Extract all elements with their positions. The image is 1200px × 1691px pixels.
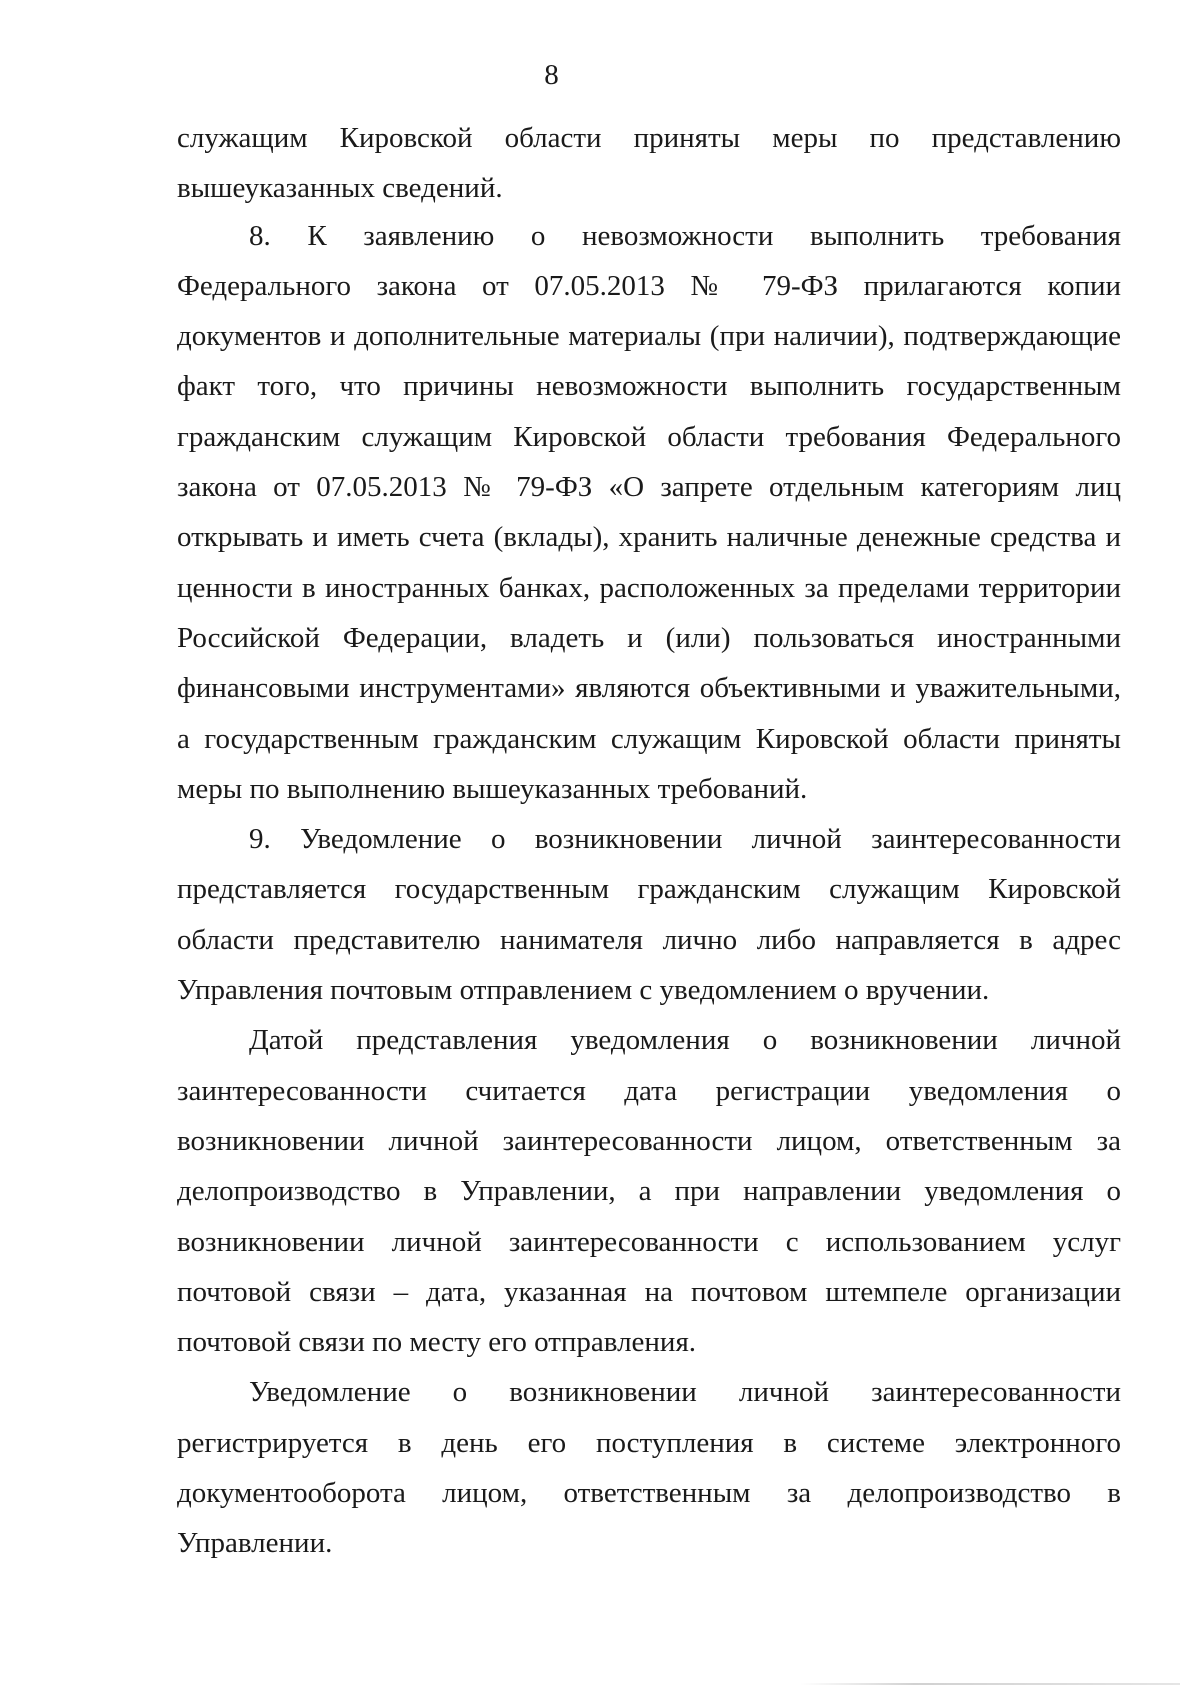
document-body <box>177 113 1121 1569</box>
paragraph-continuation: служащим Кировской области приняты меры по представлению вышеуказанных сведений. <box>177 122 1121 205</box>
scan-edge-artifact <box>800 1683 1180 1685</box>
paragraph-date-of-submission: Датой представления уведомления о возникновении личной заинтересованности считается дата регистрации уведомления о возникновении личной заинтересованности лицом, ответственным за делопроизводство в Управлении, а при направлении уведомления о возникновении личной заинтересованности с использованием услуг почтовой связи – дата, указанная на почтовом штемпеле организации почтовой связи по месту его отправления. <box>177 1024 1121 1359</box>
paragraph-item-9: 9. Уведомление о возникновении личной заинтересованности представляется государственным гражданским служащим Кировской области представителю нанимателя лично либо направляется в адрес Управления почтовым отправлением с уведомлением о вручении. <box>177 823 1121 1007</box>
paragraph-item-8: 8. К заявлению о невозможности выполнить требования Федерального закона от 07.05.2013 № 79-ФЗ прилагаются копии документов и дополнительные материалы (при наличии), подтверждающие факт того, что причины невозможности выполнить государственным гражданским служащим Кировской области требования Федерального закона от 07.05.2013 № 79-ФЗ «О запрете отдельным категориям лиц открывать и иметь счета (вклады), хранить наличные денежные средства и ценности в иностранных банках, расположенных за пределами территории Российской Федерации, владеть и (или) пользоваться иностранными финансовыми инструментами» являются объективными и уважительными, а государственным гражданским служащим Кировской области приняты меры по выполнению вышеуказанных требований. <box>177 219 1121 805</box>
page-number: 8 <box>544 59 559 91</box>
paragraph-registration: Уведомление о возникновении личной заинтересованности регистрируется в день его поступления в системе электронного документооборота лицом, ответственным за делопроизводство в Управлении. <box>177 1376 1121 1560</box>
